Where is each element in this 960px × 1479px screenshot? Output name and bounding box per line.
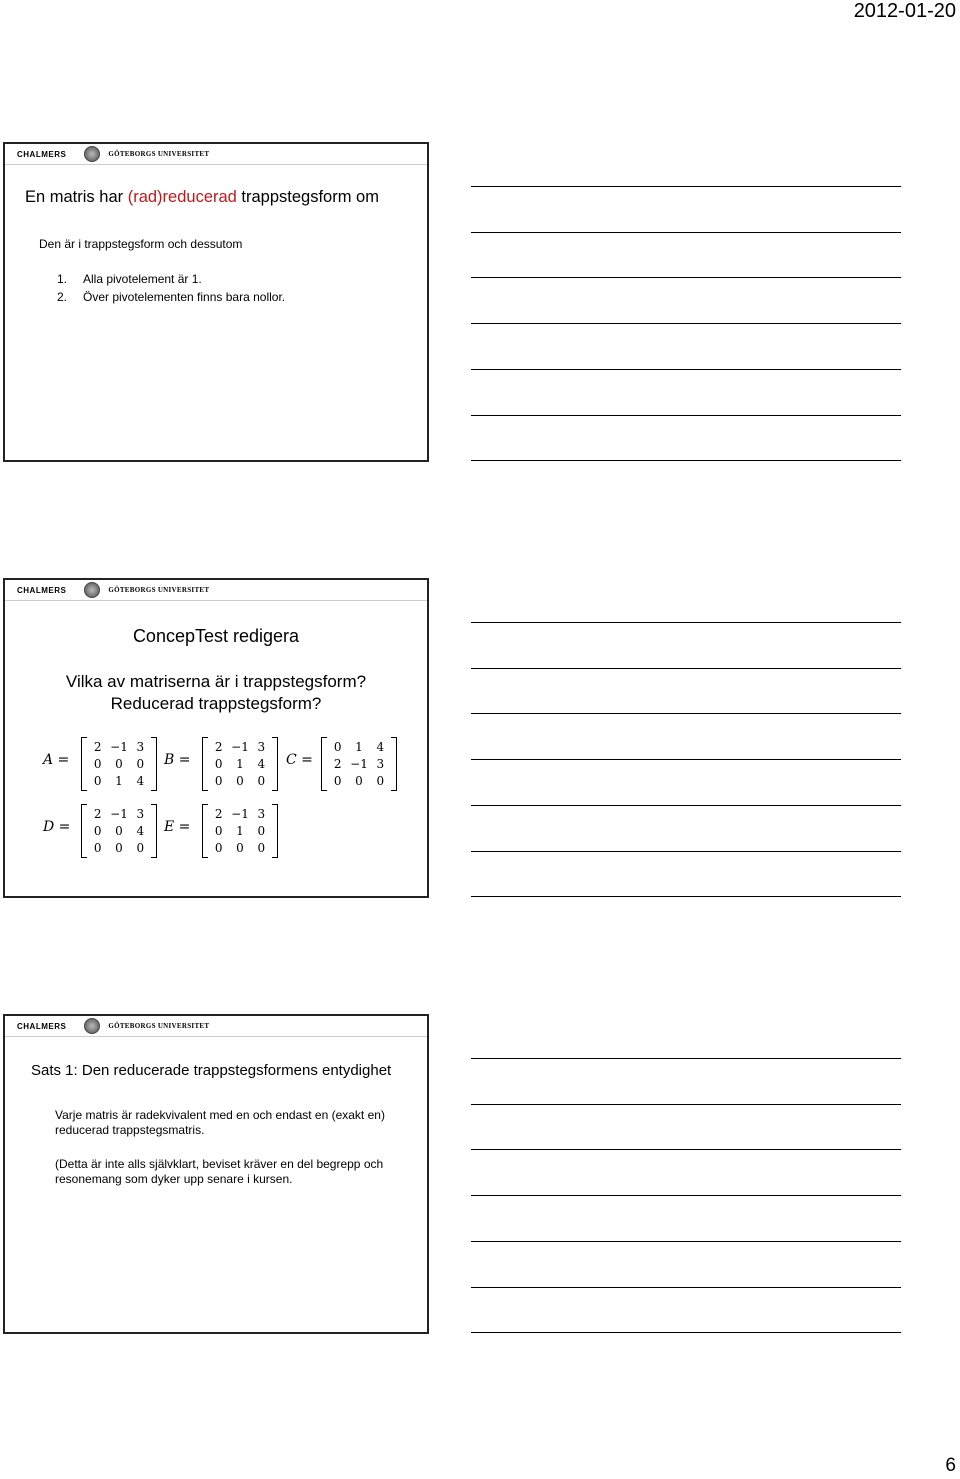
matrix-cell: 2 — [333, 757, 342, 771]
matrix-cell: 3 — [136, 740, 145, 754]
note-line — [471, 713, 901, 714]
chalmers-logo: CHALMERS — [17, 585, 67, 595]
slide-intro: Den är i trappstegsform och dessutom — [39, 237, 243, 251]
theorem-note: (Detta är inte alls självklart, beviset kräver en del begrepp och resonemang som dyker upp senare i kursen. — [55, 1157, 384, 1186]
matrix-cell: −1 — [110, 740, 128, 754]
gu-seal-icon — [84, 146, 100, 162]
note-line — [471, 896, 901, 897]
matrix-cell: −1 — [231, 807, 249, 821]
slide-3 — [3, 1014, 429, 1334]
slide-2 — [3, 578, 429, 898]
matrix-cell: 0 — [214, 824, 223, 838]
condition-list — [57, 270, 285, 306]
matrix-cell: 4 — [376, 740, 385, 754]
matrix-cell: 0 — [214, 774, 223, 788]
note-line — [471, 851, 901, 852]
note-line — [471, 323, 901, 324]
matrix-label: E = — [164, 819, 191, 835]
matrix-cell: 0 — [214, 841, 223, 855]
matrix-cell: 0 — [93, 824, 102, 838]
matrix-cell: 0 — [355, 774, 363, 788]
matrix-cell: 0 — [257, 841, 266, 855]
matrix-cell: 1 — [115, 774, 123, 788]
matrix-cell: 0 — [115, 824, 123, 838]
matrix-d — [81, 804, 157, 858]
gu-logo-text: GÖTEBORGS UNIVERSITET — [108, 150, 210, 158]
matrix-label: A = — [43, 752, 70, 768]
slide-1 — [3, 142, 429, 462]
slide-title: En matris har (rad)reducerad trappstegsform om — [25, 188, 379, 206]
note-line — [471, 1149, 901, 1150]
note-line — [471, 622, 901, 623]
note-line — [471, 668, 901, 669]
matrix-cell: −1 — [350, 757, 368, 771]
matrix-cell: 3 — [376, 757, 385, 771]
note-line — [471, 460, 901, 461]
matrix-cell: 0 — [93, 841, 102, 855]
matrix-cell: 0 — [333, 774, 342, 788]
matrix-cell: 0 — [214, 757, 223, 771]
note-line — [471, 277, 901, 278]
gu-seal-icon — [84, 1018, 100, 1034]
matrix-cell: 4 — [257, 757, 266, 771]
matrix-cell: 3 — [257, 807, 266, 821]
matrix-cell: 0 — [136, 757, 145, 771]
matrix-label: D = — [43, 819, 71, 835]
gu-seal-icon — [84, 582, 100, 598]
matrix-cell: 1 — [236, 757, 244, 771]
matrix-cell: 0 — [376, 774, 385, 788]
note-line — [471, 369, 901, 370]
matrix-e — [202, 804, 278, 858]
title-accent: (rad)reducerad — [127, 188, 237, 206]
theorem-text: Varje matris är radekvivalent med en och endast en (exakt en) reducerad trappstegsmatris. — [55, 1108, 385, 1137]
matrix-cell: 0 — [115, 841, 123, 855]
matrix-label: C = — [286, 752, 313, 768]
matrix-cell: 2 — [214, 740, 223, 754]
note-line — [471, 232, 901, 233]
matrix-cell: 0 — [93, 757, 102, 771]
matrix-cell: 4 — [136, 824, 145, 838]
matrix-cell: 0 — [93, 774, 102, 788]
question-line-2: Reducerad trappstegsform? — [110, 694, 322, 713]
matrix-cell: 3 — [257, 740, 266, 754]
question-line-1: Vilka av matriserna är i trappstegsform? — [65, 672, 367, 691]
matrix-cell: 2 — [214, 807, 223, 821]
matrix-cell: 3 — [136, 807, 145, 821]
note-line — [471, 1287, 901, 1288]
matrix-cell: 0 — [236, 774, 244, 788]
matrix-cell: 1 — [355, 740, 363, 754]
slide-title: ConcepTest redigera — [132, 626, 300, 646]
matrix-cell: 2 — [93, 807, 102, 821]
note-line — [471, 759, 901, 760]
note-line — [471, 415, 901, 416]
matrix-b — [202, 737, 278, 791]
matrix-cell: 0 — [257, 824, 266, 838]
matrix-cell: 0 — [333, 740, 342, 754]
page-date: 2012-01-20 — [853, 0, 956, 22]
matrix-cell: 0 — [236, 841, 244, 855]
page-number: 6 — [945, 1455, 956, 1476]
matrix-cell: 0 — [115, 757, 123, 771]
gu-logo-text: GÖTEBORGS UNIVERSITET — [108, 586, 210, 594]
note-line — [471, 186, 901, 187]
note-line — [471, 805, 901, 806]
slide-title: Sats 1: Den reducerade trappstegsformens entydighet — [31, 1062, 392, 1079]
matrix-c — [321, 737, 397, 791]
matrix-cell: 0 — [136, 841, 145, 855]
matrix-cell: 2 — [93, 740, 102, 754]
chalmers-logo: CHALMERS — [17, 1021, 67, 1031]
list-item: 1. Alla pivotelement är 1. — [57, 272, 202, 286]
matrix-a — [81, 737, 157, 791]
matrix-cell: 1 — [236, 824, 244, 838]
note-line — [471, 1332, 901, 1333]
note-line — [471, 1241, 901, 1242]
note-line — [471, 1195, 901, 1196]
note-line — [471, 1104, 901, 1105]
note-line — [471, 1058, 901, 1059]
matrix-cell: −1 — [231, 740, 249, 754]
slide-header — [5, 1016, 427, 1037]
chalmers-logo: CHALMERS — [17, 149, 67, 159]
list-item: 2. Över pivotelementen finns bara nollor. — [57, 290, 286, 304]
gu-logo-text: GÖTEBORGS UNIVERSITET — [108, 1022, 210, 1030]
matrix-label: B = — [164, 752, 191, 768]
matrix-cell: 0 — [257, 774, 266, 788]
matrix-cell: 4 — [136, 774, 145, 788]
matrix-cell: −1 — [110, 807, 128, 821]
slide-header — [5, 580, 427, 601]
slide-header — [5, 144, 427, 165]
